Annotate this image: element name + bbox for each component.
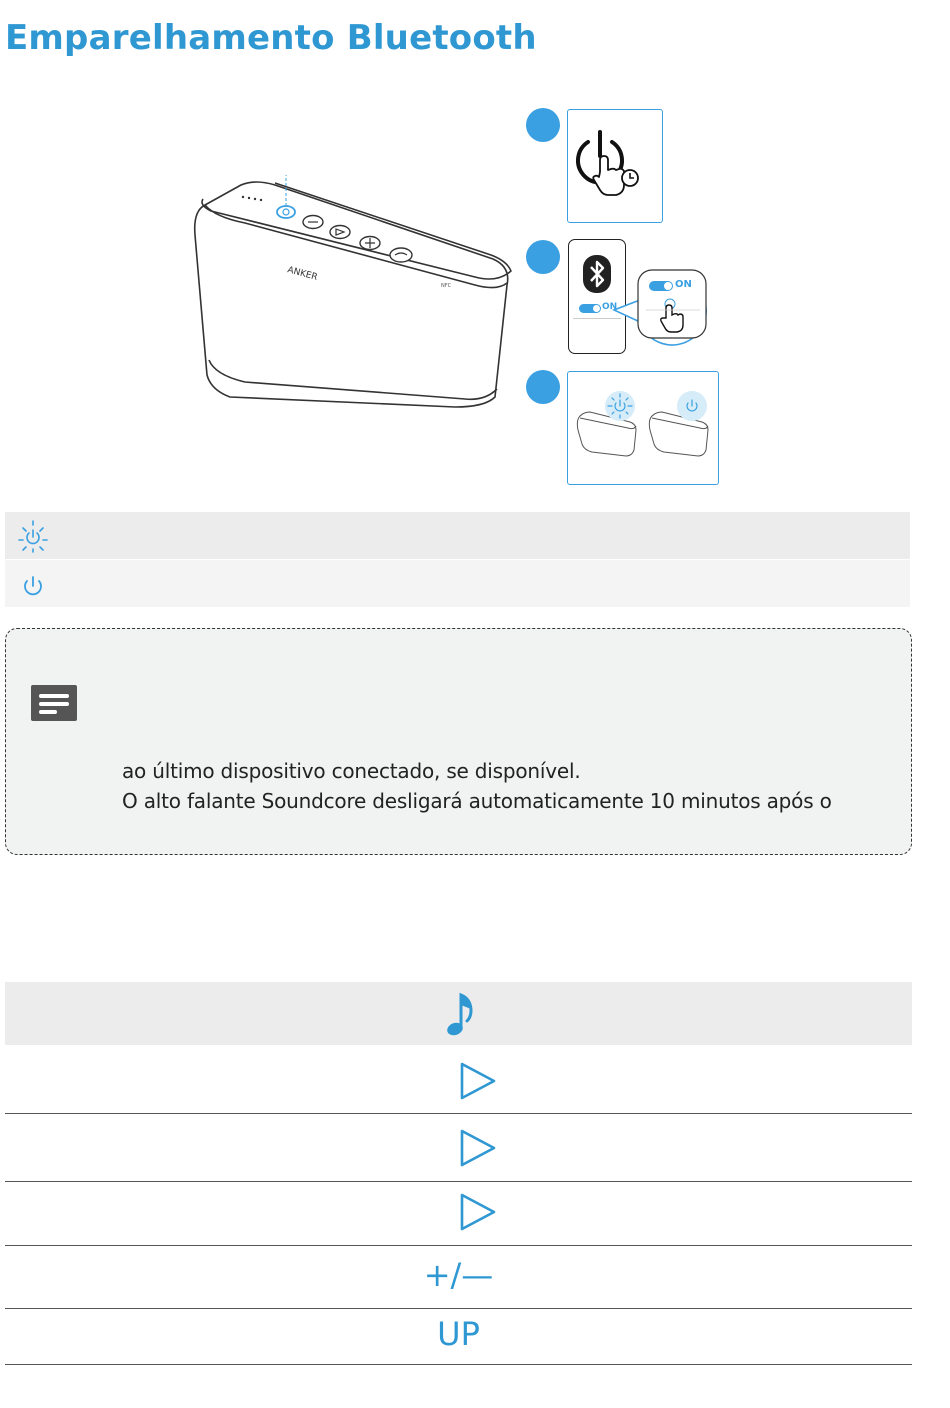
speaker-brand-label: ANKER xyxy=(286,265,319,283)
up-symbol: UP xyxy=(437,1315,480,1353)
step-3-panel xyxy=(567,371,719,485)
bluetooth-toggle-zoom xyxy=(649,281,673,291)
toggle-label-zoom: ON xyxy=(675,279,692,290)
controls-row-3 xyxy=(5,1182,912,1246)
bluetooth-toggle-small xyxy=(579,304,601,313)
step-1-panel xyxy=(567,109,663,223)
note-line-1: ao último dispositivo conectado, se disponível. xyxy=(122,759,581,783)
volume-symbol: +/— xyxy=(423,1256,494,1294)
toggle-label-small: ON xyxy=(602,302,618,312)
power-press-icon xyxy=(568,110,664,224)
zoom-bubble xyxy=(608,260,710,346)
led-states-illustration xyxy=(568,372,720,486)
controls-row-1 xyxy=(5,1045,912,1114)
note-line-2: O alto falante Soundcore desligará automaticamente 10 minutos após o xyxy=(122,789,832,813)
page-title: Emparelhamento Bluetooth xyxy=(5,18,537,58)
music-note-icon xyxy=(441,991,481,1037)
play-icon xyxy=(458,1192,498,1232)
play-icon xyxy=(458,1128,498,1168)
note-icon xyxy=(31,685,77,721)
pairing-illustration xyxy=(0,90,950,490)
controls-header xyxy=(5,982,912,1045)
controls-row-4 xyxy=(5,1246,912,1309)
step-3-marker xyxy=(526,370,560,404)
note-box xyxy=(5,628,912,855)
step-2-marker xyxy=(526,240,560,274)
step-1-marker xyxy=(526,108,560,142)
led-row-steady xyxy=(5,560,910,607)
svg-text:NFC: NFC xyxy=(441,283,452,289)
speaker-illustration xyxy=(185,175,525,415)
play-icon xyxy=(458,1061,498,1101)
power-blink-icon xyxy=(15,518,51,554)
controls-row-5 xyxy=(5,1309,912,1365)
controls-row-2 xyxy=(5,1114,912,1182)
power-steady-icon xyxy=(15,566,51,602)
led-row-blinking xyxy=(5,512,910,559)
